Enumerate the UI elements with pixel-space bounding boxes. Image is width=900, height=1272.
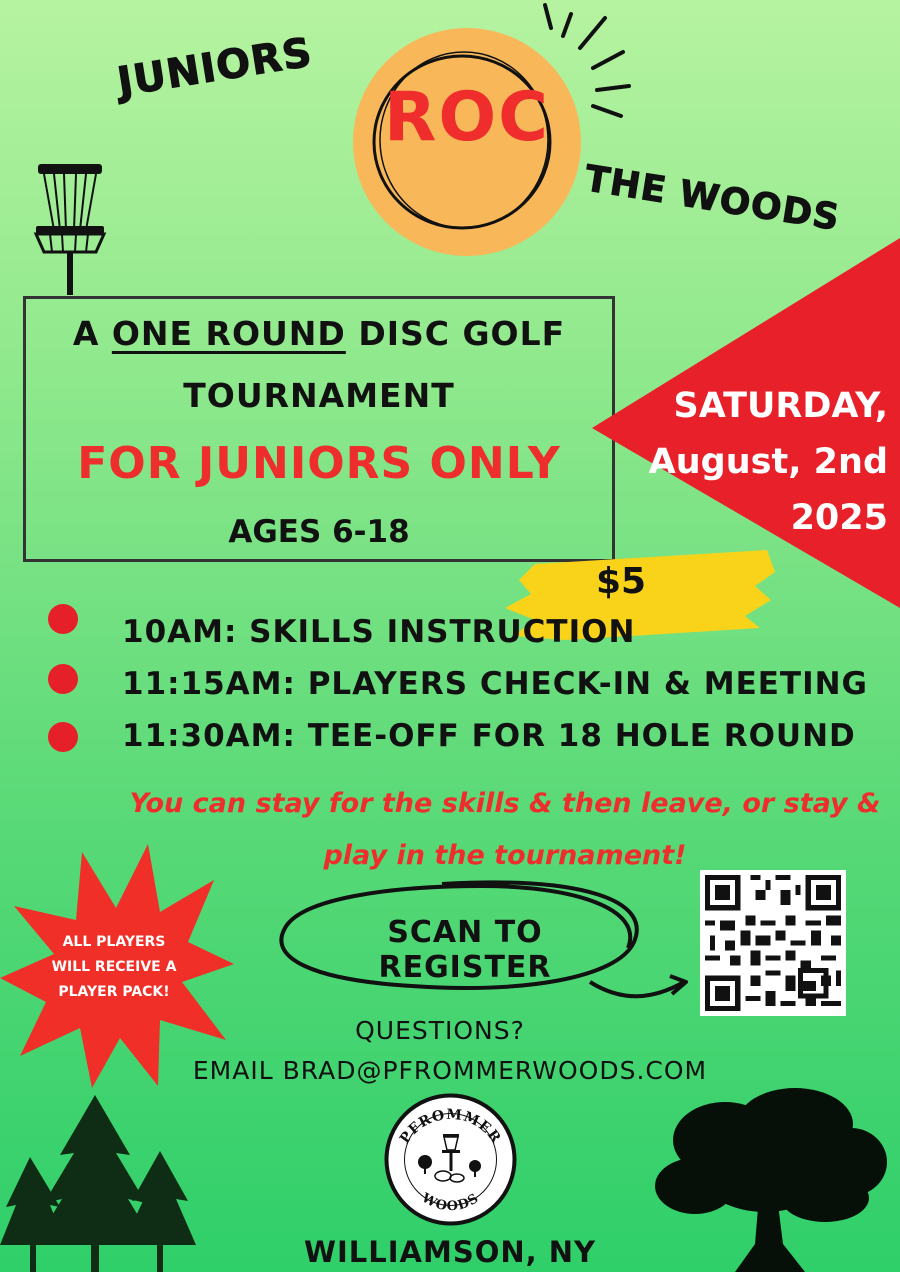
ages-text: AGES 6-18 xyxy=(228,514,410,550)
logo-top-text: PFROMMER xyxy=(396,1106,505,1147)
bullet-dot xyxy=(48,722,78,752)
title-the-woods: THE WOODS xyxy=(581,158,843,240)
juniors-only-heading: FOR JUNIORS ONLY xyxy=(77,438,561,489)
bullet-dot xyxy=(48,604,78,634)
schedule-item: 11:30AM: TEE-OFF FOR 18 HOLE ROUND xyxy=(122,718,856,754)
info-line-1: A ONE ROUND DISC GOLF xyxy=(72,314,566,353)
schedule-item: 10AM: SKILLS INSTRUCTION xyxy=(122,614,636,650)
title-roc: ROC xyxy=(383,78,551,157)
note-text: You can stay for the skills & then leave, or stay & play in the tournament! xyxy=(129,788,881,871)
location: WILLIAMSON, NY xyxy=(303,1235,597,1269)
scan-to-register-label[interactable]: SCAN TO REGISTER xyxy=(378,915,552,985)
event-date xyxy=(649,378,888,546)
info-line-2: TOURNAMENT xyxy=(183,376,455,415)
title-juniors: JUNIORS xyxy=(114,29,316,106)
registration-qr-code[interactable] xyxy=(700,870,846,1016)
logo-bottom-text: WOODS xyxy=(419,1190,482,1215)
price: $5 xyxy=(596,561,647,602)
contact-email[interactable]: EMAIL BRAD@PFROMMERWOODS.COM xyxy=(192,1056,708,1085)
date-line-3: 2025 xyxy=(790,498,888,538)
one-round-underlined: ONE ROUND xyxy=(111,314,346,353)
disc-golf-basket-icon xyxy=(30,160,110,295)
pine-trees-icon xyxy=(0,1095,200,1272)
player-pack-text: ALL PLAYERS WILL RECEIVE A PLAYER PACK! xyxy=(51,934,177,1000)
pfrommer-woods-logo xyxy=(383,1092,518,1227)
questions-label: QUESTIONS? xyxy=(355,1016,525,1045)
schedule-item: 11:15AM: PLAYERS CHECK-IN & MEETING xyxy=(122,666,869,702)
date-line-2: August, 2nd xyxy=(648,442,888,482)
date-line-1: SATURDAY, xyxy=(673,386,888,426)
bullet-dot xyxy=(48,664,78,694)
